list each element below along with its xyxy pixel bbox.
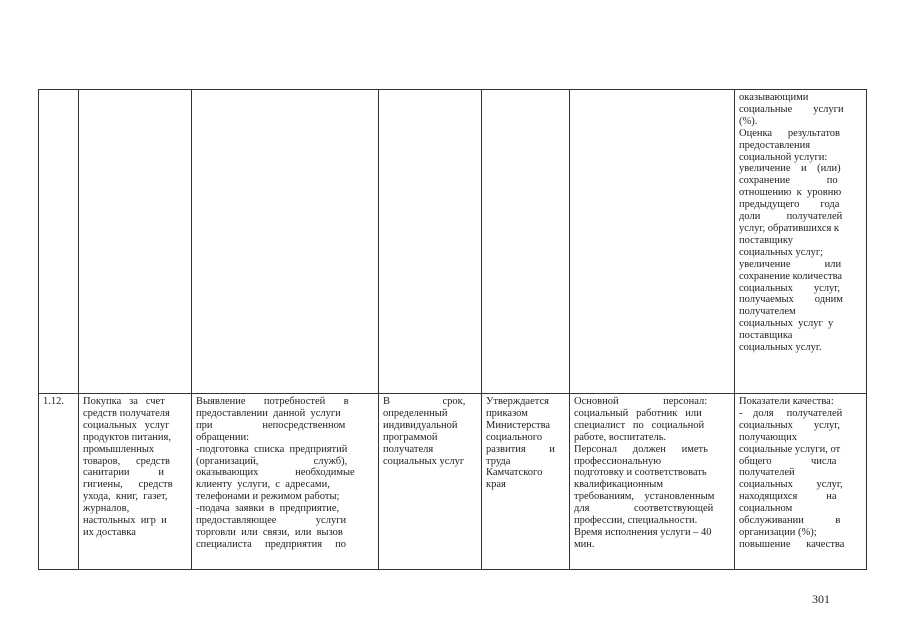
text-line: повышение качества xyxy=(739,538,845,550)
text-line: социальных услуг xyxy=(383,455,465,467)
text-line: сохранение по xyxy=(739,175,838,187)
text-line: получателей xyxy=(739,467,795,479)
cell-name-empty xyxy=(79,90,192,394)
cell-tariff xyxy=(482,394,570,570)
text-line: социальной услуги: xyxy=(739,151,828,163)
text-line: Время исполнения услуги – 40 xyxy=(574,526,712,538)
text-line: Выявление потребностей в xyxy=(196,396,349,407)
text-line: предыдущего года xyxy=(739,199,840,211)
service-quality xyxy=(739,396,862,551)
text-line: предоставления xyxy=(739,139,811,151)
text-line: продуктов питания, xyxy=(83,431,171,443)
cell-tariff-empty xyxy=(482,90,570,394)
text-line: Персонал должен иметь xyxy=(574,443,708,455)
text-line: при непосредственном xyxy=(196,419,346,431)
text-line: получателя xyxy=(383,443,434,455)
text-line: индивидуальной xyxy=(383,419,458,431)
text-line: социальных услуг у xyxy=(739,318,834,330)
text-line: специалист по социальной xyxy=(574,419,705,431)
text-line: развития и xyxy=(486,443,555,455)
text-line: торговли или связи, или вызов xyxy=(196,526,343,538)
text-line: поставщику xyxy=(739,234,794,246)
text-line: специалиста предприятия по xyxy=(196,538,347,550)
text-line: оказывающих необходимые xyxy=(196,467,355,479)
text-line: Основной персонал: xyxy=(574,396,708,407)
text-line: поставщика xyxy=(739,330,793,342)
text-line: ухода, книг, газет, xyxy=(83,491,168,503)
text-line: общего числа xyxy=(739,455,837,467)
text-line: Утверждается xyxy=(486,396,549,407)
cell-description xyxy=(192,394,379,570)
text-line: социальных услуг, xyxy=(739,419,841,431)
text-line: социальные услуги, от xyxy=(739,443,841,455)
text-line: настольных игр и xyxy=(83,515,167,527)
service-description xyxy=(196,396,374,551)
text-line: сохранение количества xyxy=(739,270,843,282)
cell-staff xyxy=(570,394,735,570)
cell-term-empty xyxy=(379,90,482,394)
text-line: увеличение или xyxy=(739,258,842,270)
service-staff xyxy=(574,396,730,551)
cell-staff-empty xyxy=(570,90,735,394)
text-line: мин. xyxy=(574,538,595,550)
text-line: товаров, средств xyxy=(83,455,170,467)
text-line: Показатели качества: xyxy=(739,396,834,407)
text-line: социальном xyxy=(739,503,793,515)
service-name xyxy=(83,396,187,539)
text-line: профессии, специальности. xyxy=(574,515,698,527)
text-line: (организаций, служб), xyxy=(196,455,348,467)
page-number: 301 xyxy=(812,592,830,606)
text-line: клиенту услуги, с адресами, xyxy=(196,479,330,491)
text-line: предоставлении данной услуги xyxy=(196,407,341,419)
cell-quality xyxy=(735,394,867,570)
text-line: услуг, обратившихся к xyxy=(739,222,840,234)
text-line: обслуживании в xyxy=(739,515,841,527)
text-line: средств получателя xyxy=(83,407,170,419)
text-line: телефонами и режимом работы; xyxy=(196,491,340,503)
text-line: получающих xyxy=(739,431,797,443)
cell-quality-continued xyxy=(735,90,867,394)
text-line: гигиены, средств xyxy=(83,479,173,491)
text-line: журналов, xyxy=(83,503,130,515)
text-line: -подача заявки в предприятие, xyxy=(196,503,340,515)
text-line: Камчатского xyxy=(486,467,543,479)
text-line: для соответствующей xyxy=(574,503,714,515)
text-line: Министерства xyxy=(486,419,551,431)
text-line: организации (%); xyxy=(739,526,817,538)
cell-number-empty xyxy=(39,90,79,394)
text-line: получателем xyxy=(739,306,796,318)
table-row-previous xyxy=(39,90,867,394)
text-line: - доля получателей xyxy=(739,407,843,419)
cell-number xyxy=(39,394,79,570)
text-line: социальных услуг xyxy=(83,419,170,431)
text-line: находящихся на xyxy=(739,491,837,503)
text-line: требованиям, установленным xyxy=(574,491,715,503)
text-line: Покупка за счет xyxy=(83,396,165,407)
text-line: социальных услуг; xyxy=(739,246,824,258)
service-term xyxy=(383,396,477,467)
text-line: промышленных xyxy=(83,443,155,455)
services-table xyxy=(38,89,867,570)
text-line: социальных услуг, xyxy=(739,282,841,294)
cell-description-empty xyxy=(192,90,379,394)
text-line: получаемых одним xyxy=(739,294,843,306)
text-line: отношению к уровню xyxy=(739,187,842,199)
text-line: -подготовка списка предприятий xyxy=(196,443,348,455)
text-line: оказывающими xyxy=(739,92,809,103)
text-line: социальный работник или xyxy=(574,407,702,419)
quality-text-continued xyxy=(739,92,862,354)
text-line: социальные услуги xyxy=(739,103,844,115)
table-row-1-12 xyxy=(39,394,867,570)
text-line: Оценка результатов xyxy=(739,127,840,139)
text-line: (%). xyxy=(739,115,758,127)
text-line: определенный xyxy=(383,407,448,419)
text-line: труда xyxy=(486,455,511,467)
text-line: предоставляющее услуги xyxy=(196,515,347,527)
text-line: обращении: xyxy=(196,431,250,443)
text-line: социальных услуг. xyxy=(739,342,822,354)
text-line: доли получателей xyxy=(739,211,843,223)
text-line: подготовку и соответствовать xyxy=(574,467,707,479)
text-line: края xyxy=(486,479,506,491)
text-line: работе, воспитатель. xyxy=(574,431,667,443)
text-line: их доставка xyxy=(83,526,136,538)
service-tariff xyxy=(486,396,565,491)
row-number: 1.12. xyxy=(43,396,64,407)
text-line: приказом xyxy=(486,407,528,419)
text-line: В срок, xyxy=(383,396,466,407)
text-line: программой xyxy=(383,431,438,443)
text-line: санитарии и xyxy=(83,467,165,479)
text-line: социальных услуг, xyxy=(739,479,843,491)
cell-name xyxy=(79,394,192,570)
text-line: социального xyxy=(486,431,543,443)
text-line: профессиональную xyxy=(574,455,662,467)
text-line: увеличение и (или) xyxy=(739,163,841,175)
text-line: квалификационным xyxy=(574,479,663,491)
cell-term xyxy=(379,394,482,570)
